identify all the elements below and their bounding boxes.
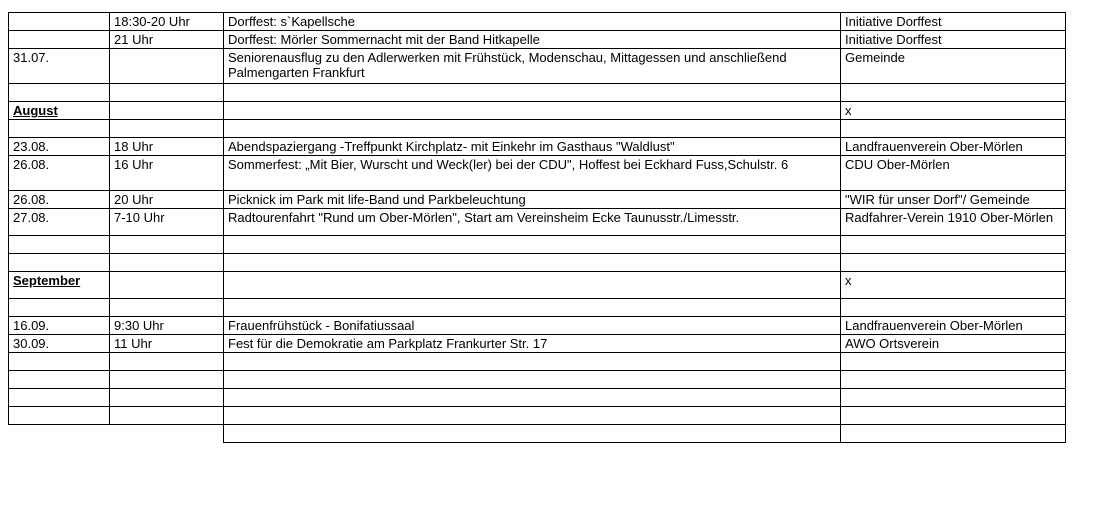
cell-event[interactable]: Radtourenfahrt "Rund um Ober-Mörlen", Start am Vereinsheim Ecke Taunusstr./Limesstr. (224, 209, 841, 236)
cell-date[interactable]: 16.09. (9, 317, 110, 335)
cell-organizer[interactable] (841, 425, 1066, 443)
cell-organizer[interactable]: Landfrauenverein Ober-Mörlen (841, 138, 1066, 156)
cell-event[interactable] (224, 120, 841, 138)
cell-event[interactable] (224, 407, 841, 425)
cell-time[interactable] (110, 425, 224, 443)
cell-event[interactable] (224, 299, 841, 317)
cell-date[interactable] (9, 31, 110, 49)
cell-date[interactable] (9, 13, 110, 31)
table-row (9, 102, 1066, 120)
table-row (9, 49, 1066, 84)
cell-event[interactable]: Dorffest: Mörler Sommernacht mit der Band Hitkapelle (224, 31, 841, 49)
cell-time[interactable] (110, 371, 224, 389)
month-label: August (13, 103, 58, 118)
table-row (9, 191, 1066, 209)
cell-date[interactable]: 23.08. (9, 138, 110, 156)
cell-event[interactable] (224, 84, 841, 102)
cell-time[interactable]: 18:30-20 Uhr (110, 13, 224, 31)
cell-organizer[interactable]: Landfrauenverein Ober-Mörlen (841, 317, 1066, 335)
cell-time[interactable] (110, 120, 224, 138)
table-row (9, 156, 1066, 191)
cell-date[interactable] (9, 299, 110, 317)
cell-organizer[interactable] (841, 371, 1066, 389)
cell-event[interactable] (224, 272, 841, 299)
cell-date[interactable] (9, 272, 110, 299)
cell-organizer[interactable] (841, 120, 1066, 138)
cell-organizer[interactable] (841, 84, 1066, 102)
cell-time[interactable] (110, 299, 224, 317)
cell-organizer[interactable]: Initiative Dorffest (841, 13, 1066, 31)
cell-date[interactable] (9, 236, 110, 254)
cell-event[interactable]: Sommerfest: „Mit Bier, Wurscht und Weck(ler) bei der CDU", Hoffest bei Eckhard Fuss,Schulstr. 6 (224, 156, 841, 191)
table-row (9, 138, 1066, 156)
events-table (8, 12, 1066, 443)
cell-date[interactable]: 27.08. (9, 209, 110, 236)
cell-time[interactable] (110, 353, 224, 371)
cell-organizer[interactable]: Initiative Dorffest (841, 31, 1066, 49)
cell-time[interactable]: 9:30 Uhr (110, 317, 224, 335)
spreadsheet-sheet (0, 12, 1114, 510)
table-row (9, 13, 1066, 31)
cell-date[interactable] (9, 425, 110, 443)
table-row (9, 353, 1066, 371)
cell-organizer[interactable] (841, 353, 1066, 371)
table-row (9, 120, 1066, 138)
cell-event[interactable]: Picknick im Park mit life-Band und Parkbeleuchtung (224, 191, 841, 209)
cell-date[interactable] (9, 353, 110, 371)
cell-event[interactable] (224, 425, 841, 443)
events-table-body (9, 13, 1066, 443)
table-row (9, 236, 1066, 254)
table-row (9, 31, 1066, 49)
month-label: September (13, 273, 81, 288)
cell-organizer[interactable] (841, 254, 1066, 272)
cell-organizer[interactable] (841, 236, 1066, 254)
cell-date[interactable]: 26.08. (9, 191, 110, 209)
table-row (9, 272, 1066, 299)
cell-event[interactable]: Seniorenausflug zu den Adlerwerken mit Frühstück, Modenschau, Mittagessen und anschließend Palmengarten Frankfurt (224, 49, 841, 84)
cell-time[interactable]: 16 Uhr (110, 156, 224, 191)
table-row (9, 389, 1066, 407)
table-row (9, 425, 1066, 443)
table-row (9, 299, 1066, 317)
cell-date[interactable]: 30.09. (9, 335, 110, 353)
cell-event[interactable] (224, 254, 841, 272)
cell-organizer[interactable] (841, 389, 1066, 407)
cell-time[interactable]: 11 Uhr (110, 335, 224, 353)
cell-organizer[interactable]: x (841, 102, 1066, 120)
cell-organizer[interactable]: CDU Ober-Mörlen (841, 156, 1066, 191)
cell-date[interactable] (9, 120, 110, 138)
cell-time[interactable] (110, 272, 224, 299)
cell-event[interactable]: Dorffest: s`Kapellsche (224, 13, 841, 31)
cell-time[interactable] (110, 84, 224, 102)
cell-time[interactable] (110, 49, 224, 84)
cell-event[interactable]: Abendspaziergang -Treffpunkt Kirchplatz- mit Einkehr im Gasthaus "Waldlust" (224, 138, 841, 156)
cell-event[interactable] (224, 353, 841, 371)
cell-event[interactable] (224, 371, 841, 389)
cell-time[interactable]: 20 Uhr (110, 191, 224, 209)
cell-organizer[interactable]: AWO Ortsverein (841, 335, 1066, 353)
cell-event[interactable] (224, 236, 841, 254)
cell-date[interactable]: 26.08. (9, 156, 110, 191)
cell-date[interactable] (9, 389, 110, 407)
cell-date[interactable] (9, 254, 110, 272)
cell-time[interactable]: 18 Uhr (110, 138, 224, 156)
cell-organizer[interactable]: x (841, 272, 1066, 299)
cell-event[interactable]: Frauenfrühstück - Bonifatiussaal (224, 317, 841, 335)
cell-event[interactable]: Fest für die Demokratie am Parkplatz Frankurter Str. 17 (224, 335, 841, 353)
cell-date[interactable] (9, 84, 110, 102)
cell-date[interactable] (9, 371, 110, 389)
cell-time[interactable] (110, 389, 224, 407)
table-row (9, 209, 1066, 236)
cell-time[interactable] (110, 236, 224, 254)
cell-time[interactable]: 21 Uhr (110, 31, 224, 49)
table-row (9, 371, 1066, 389)
cell-date[interactable]: 31.07. (9, 49, 110, 84)
cell-organizer[interactable] (841, 299, 1066, 317)
table-row (9, 84, 1066, 102)
cell-time[interactable] (110, 102, 224, 120)
cell-event[interactable] (224, 102, 841, 120)
cell-time[interactable]: 7-10 Uhr (110, 209, 224, 236)
table-row (9, 407, 1066, 425)
cell-date[interactable] (9, 407, 110, 425)
cell-organizer[interactable]: Gemeinde (841, 49, 1066, 84)
cell-organizer[interactable]: Radfahrer-Verein 1910 Ober-Mörlen (841, 209, 1066, 236)
table-row (9, 335, 1066, 353)
cell-time[interactable] (110, 407, 224, 425)
table-row (9, 317, 1066, 335)
cell-time[interactable] (110, 254, 224, 272)
cell-date[interactable] (9, 102, 110, 120)
cell-organizer[interactable] (841, 407, 1066, 425)
cell-organizer[interactable]: "WIR für unser Dorf"/ Gemeinde (841, 191, 1066, 209)
table-row (9, 254, 1066, 272)
cell-event[interactable] (224, 389, 841, 407)
